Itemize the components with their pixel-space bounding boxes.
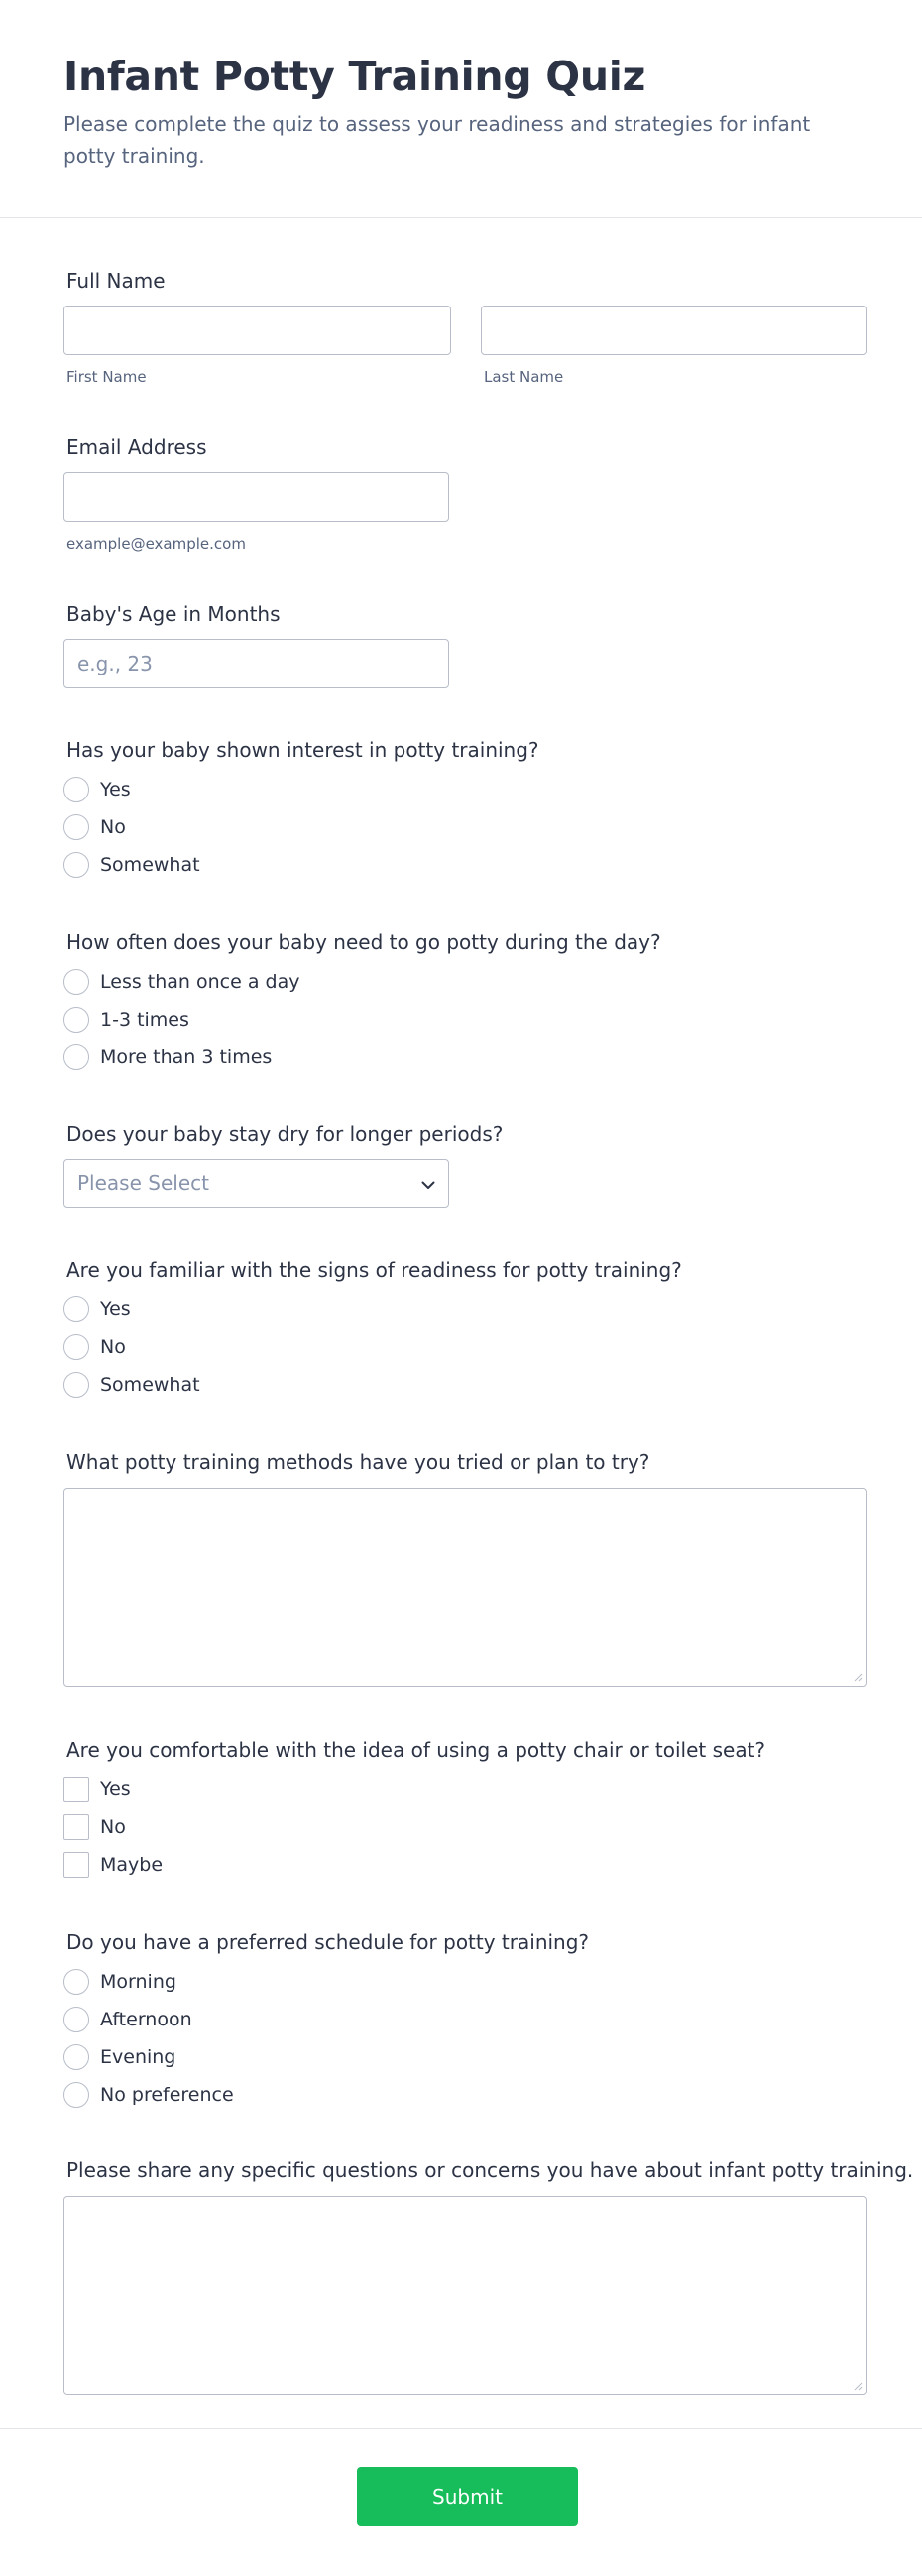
resize-handle-icon[interactable]	[853, 1672, 863, 1682]
checkbox[interactable]	[63, 1777, 89, 1802]
dry-label: Does your baby stay dry for longer periods?	[66, 1122, 504, 1146]
dry-question	[63, 1121, 503, 1208]
readiness-options	[63, 1290, 682, 1404]
schedule-option-no-preference[interactable]: No preference	[63, 2076, 589, 2114]
comfortable-option-no[interactable]: No	[63, 1808, 765, 1846]
email-label: Email Address	[66, 435, 207, 459]
readiness-label: Are you familiar with the signs of readiness for potty training?	[66, 1258, 682, 1282]
full-name-field	[63, 268, 867, 386]
frequency-options	[63, 963, 661, 1076]
interest-label: Has your baby shown interest in potty training?	[66, 738, 539, 762]
radio-button[interactable]	[63, 852, 89, 878]
methods-textarea[interactable]	[63, 1488, 867, 1687]
email-sublabel: example@example.com	[66, 535, 246, 552]
radio-button[interactable]	[63, 777, 89, 802]
radio-button[interactable]	[63, 1007, 89, 1033]
frequency-option-less-than-once[interactable]: Less than once a day	[63, 963, 661, 1001]
comfortable-option-yes[interactable]: Yes	[63, 1771, 765, 1808]
methods-question	[63, 1449, 867, 1687]
comfortable-label: Are you comfortable with the idea of using a potty chair or toilet seat?	[66, 1738, 766, 1762]
radio-button[interactable]	[63, 1044, 89, 1070]
radio-button[interactable]	[63, 2007, 89, 2032]
readiness-question	[63, 1257, 682, 1404]
methods-label: What potty training methods have you tried or plan to try?	[66, 1450, 650, 1474]
schedule-options	[63, 1963, 589, 2114]
baby-age-label: Baby's Age in Months	[66, 602, 281, 626]
radio-button[interactable]	[63, 1372, 89, 1398]
schedule-option-morning[interactable]: Morning	[63, 1963, 589, 2001]
frequency-question	[63, 929, 661, 1076]
frequency-option-more-than-3[interactable]: More than 3 times	[63, 1039, 661, 1076]
comfortable-question	[63, 1737, 765, 1884]
last-name-sublabel: Last Name	[484, 368, 564, 386]
interest-option-yes[interactable]: Yes	[63, 771, 539, 808]
radio-button[interactable]	[63, 1334, 89, 1360]
concerns-question	[63, 2157, 913, 2395]
checkbox[interactable]	[63, 1852, 89, 1878]
readiness-option-no[interactable]: No	[63, 1328, 682, 1366]
radio-button[interactable]	[63, 2082, 89, 2108]
baby-age-field	[63, 601, 449, 688]
schedule-label: Do you have a preferred schedule for potty training?	[66, 1930, 590, 1954]
first-name-input[interactable]	[63, 306, 451, 355]
email-field	[63, 434, 449, 552]
form-header	[0, 0, 922, 218]
readiness-option-somewhat[interactable]: Somewhat	[63, 1366, 682, 1404]
radio-button[interactable]	[63, 1969, 89, 1995]
concerns-label: Please share any specific questions or concerns you have about infant potty training.	[66, 2158, 914, 2182]
radio-button[interactable]	[63, 969, 89, 995]
interest-options	[63, 771, 539, 884]
page-title: Infant Potty Training Quiz	[63, 53, 646, 100]
schedule-question	[63, 1929, 589, 2114]
interest-option-no[interactable]: No	[63, 808, 539, 846]
radio-button[interactable]	[63, 814, 89, 840]
page-subtitle: Please complete the quiz to assess your readiness and strategies for infant potty training.	[63, 112, 811, 168]
chevron-down-icon	[421, 1171, 435, 1195]
resize-handle-icon[interactable]	[853, 2381, 863, 2391]
radio-button[interactable]	[63, 1296, 89, 1322]
radio-button[interactable]	[63, 2044, 89, 2070]
readiness-option-yes[interactable]: Yes	[63, 1290, 682, 1328]
dry-select-value: Please Select	[77, 1171, 209, 1195]
submit-button[interactable]: Submit	[357, 2467, 578, 2526]
comfortable-option-maybe[interactable]: Maybe	[63, 1846, 765, 1884]
checkbox[interactable]	[63, 1814, 89, 1840]
comfortable-options	[63, 1771, 765, 1884]
schedule-option-evening[interactable]: Evening	[63, 2038, 589, 2076]
frequency-label: How often does your baby need to go potty during the day?	[66, 930, 661, 954]
baby-age-input[interactable]: e.g., 23	[63, 639, 449, 688]
first-name-sublabel: First Name	[66, 368, 147, 386]
interest-option-somewhat[interactable]: Somewhat	[63, 846, 539, 884]
concerns-textarea[interactable]	[63, 2196, 867, 2395]
dry-select[interactable]	[63, 1159, 449, 1208]
schedule-option-afternoon[interactable]: Afternoon	[63, 2001, 589, 2038]
form-footer	[0, 2428, 922, 2576]
last-name-input[interactable]	[481, 306, 867, 355]
frequency-option-1-3-times[interactable]: 1-3 times	[63, 1001, 661, 1039]
email-input[interactable]	[63, 472, 449, 522]
full-name-label: Full Name	[66, 269, 166, 293]
interest-question	[63, 737, 539, 884]
